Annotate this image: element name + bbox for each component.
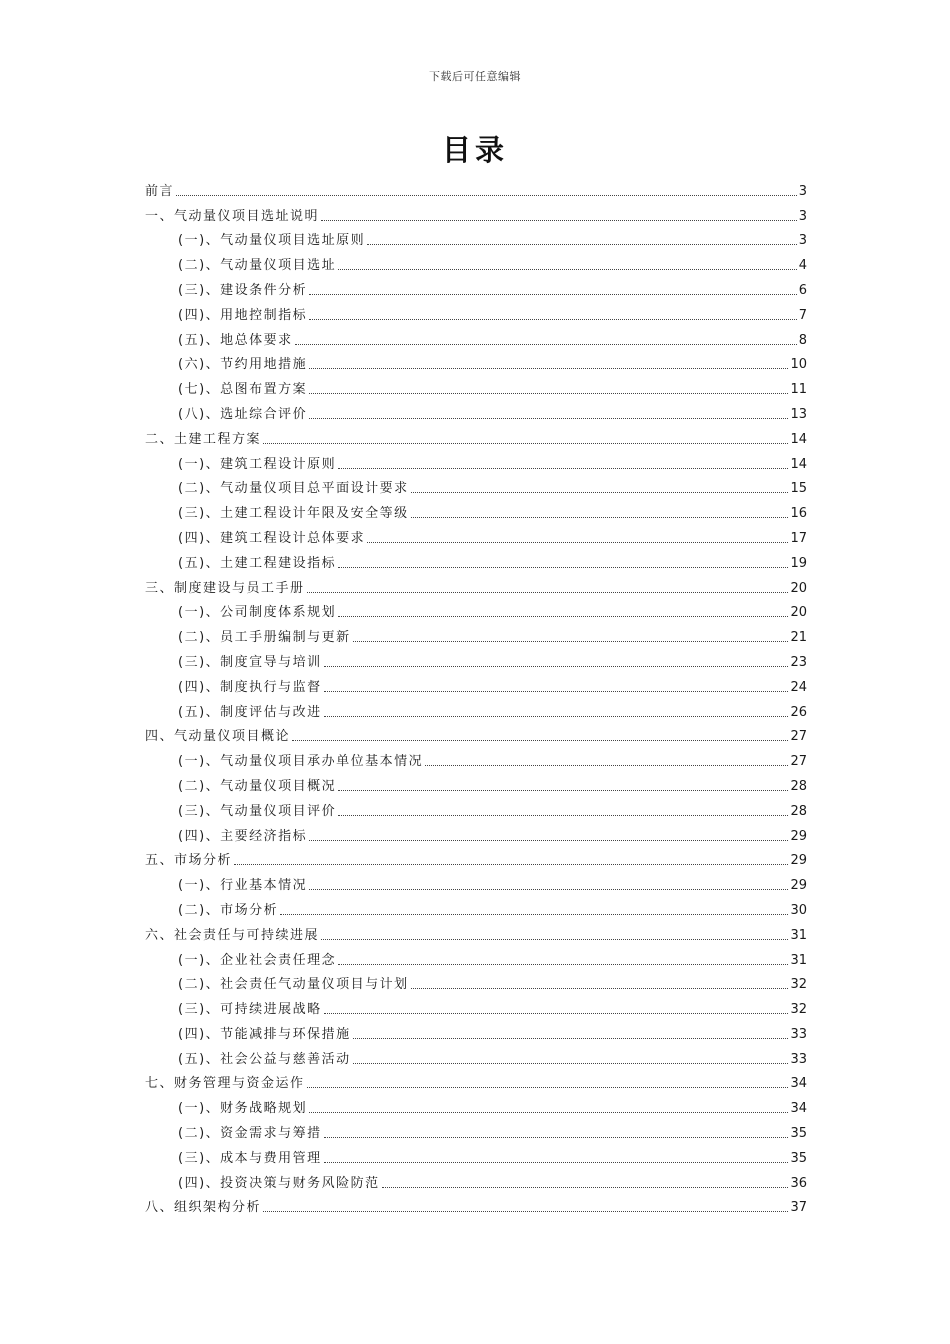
toc-entry-page-number: 6 (798, 282, 807, 298)
toc-entry-label: (一)、气动量仪项目选址原则 (178, 233, 366, 249)
toc-entry-page-number: 29 (790, 878, 807, 894)
toc-entry-page-number: 14 (790, 431, 807, 447)
dot-leader (367, 244, 797, 245)
toc-entry[interactable] (145, 696, 807, 721)
toc-entry-label: 一、气动量仪项目选址说明 (145, 208, 320, 224)
toc-entry-label: (三)、成本与费用管理 (178, 1150, 322, 1166)
toc-entry-page-number: 26 (790, 704, 807, 720)
toc-entry[interactable] (145, 324, 807, 349)
toc-entry-page-number: 33 (790, 1051, 807, 1067)
toc-entry-label: (二)、市场分析 (178, 902, 279, 918)
dot-leader (338, 616, 788, 617)
dot-leader (309, 889, 788, 890)
toc-entry-page-number: 20 (790, 580, 807, 596)
toc-entry[interactable] (145, 448, 807, 473)
dot-leader (309, 319, 797, 320)
toc-entry[interactable] (145, 249, 807, 274)
toc-entry[interactable] (145, 572, 807, 597)
toc-entry-label: (一)、公司制度体系规划 (178, 605, 337, 621)
toc-entry[interactable] (145, 745, 807, 770)
dot-leader (295, 344, 797, 345)
toc-entry-label: (三)、气动量仪项目评价 (178, 803, 337, 819)
toc-entry-page-number: 34 (790, 1101, 807, 1117)
toc-entry-label: 七、财务管理与资金运作 (145, 1076, 305, 1092)
toc-entry-label: (六)、节约用地措施 (178, 357, 308, 373)
dot-leader (321, 939, 788, 940)
toc-entry[interactable] (145, 671, 807, 696)
toc-entry[interactable] (145, 423, 807, 448)
toc-entry-page-number: 10 (790, 357, 807, 373)
dot-leader (324, 1137, 789, 1138)
dot-leader (263, 1211, 788, 1212)
toc-entry[interactable] (145, 1167, 807, 1192)
toc-entry-page-number: 29 (790, 853, 807, 869)
toc-entry[interactable] (145, 225, 807, 250)
dot-leader (309, 1112, 788, 1113)
dot-leader (353, 1038, 789, 1039)
toc-entry-label: (二)、员工手册编制与更新 (178, 630, 351, 646)
dot-leader (338, 815, 788, 816)
toc-entry-label: (七)、总图布置方案 (178, 382, 308, 398)
toc-entry-page-number: 7 (798, 307, 807, 323)
toc-entry[interactable] (145, 770, 807, 795)
toc-entry-page-number: 31 (790, 927, 807, 943)
toc-entry-label: (二)、气动量仪项目选址 (178, 258, 337, 274)
toc-entry-label: (二)、资金需求与筹措 (178, 1126, 322, 1142)
toc-entry[interactable] (145, 200, 807, 225)
dot-leader (324, 1162, 789, 1163)
toc-entry[interactable] (145, 919, 807, 944)
toc-entry[interactable] (145, 349, 807, 374)
toc-entry-page-number: 14 (790, 456, 807, 472)
toc-entry-page-number: 8 (798, 332, 807, 348)
toc-entry-label: (四)、节能减排与环保措施 (178, 1026, 351, 1042)
toc-entry[interactable] (145, 1117, 807, 1142)
toc-entry-label: 前言 (145, 183, 175, 199)
dot-leader (307, 1087, 789, 1088)
toc-entry-page-number: 33 (790, 1026, 807, 1042)
toc-entry[interactable] (145, 646, 807, 671)
toc-entry-label: 三、制度建设与员工手册 (145, 580, 305, 596)
toc-entry[interactable] (145, 721, 807, 746)
dot-leader (338, 567, 788, 568)
dot-leader (234, 864, 788, 865)
toc-entry-page-number: 32 (790, 1002, 807, 1018)
toc-entry[interactable] (145, 299, 807, 324)
toc-entry-page-number: 30 (790, 902, 807, 918)
toc-entry[interactable] (145, 1018, 807, 1043)
toc-entry-label: (四)、主要经济指标 (178, 828, 308, 844)
toc-entry[interactable] (145, 820, 807, 845)
dot-leader (309, 393, 788, 394)
toc-entry-page-number: 28 (790, 803, 807, 819)
toc-entry-label: (一)、财务战略规划 (178, 1101, 308, 1117)
dot-leader (309, 294, 797, 295)
toc-entry-page-number: 29 (790, 828, 807, 844)
dot-leader (309, 368, 788, 369)
toc-entry-label: 八、组织架构分析 (145, 1200, 262, 1216)
toc-entry[interactable] (145, 175, 807, 200)
toc-entry-label: 五、市场分析 (145, 853, 233, 869)
toc-entry-label: (一)、建筑工程设计原则 (178, 456, 337, 472)
toc-entry[interactable] (145, 1192, 807, 1217)
toc-entry-label: 六、社会责任与可持续进展 (145, 927, 320, 943)
dot-leader (338, 269, 797, 270)
toc-entry-label: 二、土建工程方案 (145, 431, 262, 447)
dot-leader (309, 840, 788, 841)
toc-entry-page-number: 19 (790, 555, 807, 571)
dot-leader (263, 443, 788, 444)
toc-entry-label: (五)、制度评估与改进 (178, 704, 322, 720)
toc-entry-label: (五)、土建工程建设指标 (178, 555, 337, 571)
toc-entry-page-number: 31 (790, 952, 807, 968)
toc-entry-label: (二)、社会责任气动量仪项目与计划 (178, 977, 409, 993)
toc-entry-page-number: 35 (790, 1126, 807, 1142)
toc-entry[interactable] (145, 1142, 807, 1167)
page-header: 下载后可任意编辑 (429, 70, 521, 83)
toc-entry[interactable] (145, 597, 807, 622)
toc-entry[interactable] (145, 845, 807, 870)
toc-entry[interactable] (145, 373, 807, 398)
dot-leader (321, 220, 797, 221)
toc-entry-page-number: 37 (790, 1200, 807, 1216)
toc-entry[interactable] (145, 1068, 807, 1093)
toc-entry-page-number: 24 (790, 679, 807, 695)
toc-entry[interactable] (145, 473, 807, 498)
dot-leader (176, 195, 797, 196)
toc-entry-page-number: 4 (798, 258, 807, 274)
dot-leader (411, 517, 789, 518)
toc-entry-page-number: 3 (798, 183, 807, 199)
toc-entry-label: (一)、企业社会责任理念 (178, 952, 337, 968)
toc-entry[interactable] (145, 1092, 807, 1117)
toc-entry-page-number: 20 (790, 605, 807, 621)
dot-leader (367, 542, 788, 543)
toc-entry-label: 四、气动量仪项目概论 (145, 729, 291, 745)
toc-entry[interactable] (145, 1043, 807, 1068)
toc-entry-page-number: 28 (790, 778, 807, 794)
toc-entry-page-number: 3 (798, 208, 807, 224)
toc-entry-page-number: 13 (790, 406, 807, 422)
dot-leader (411, 492, 789, 493)
table-of-contents (145, 175, 807, 1216)
toc-entry-page-number: 23 (790, 654, 807, 670)
dot-leader (309, 418, 788, 419)
toc-entry-page-number: 32 (790, 977, 807, 993)
toc-entry[interactable] (145, 894, 807, 919)
toc-entry[interactable] (145, 547, 807, 572)
dot-leader (324, 666, 789, 667)
toc-entry[interactable] (145, 497, 807, 522)
toc-entry[interactable] (145, 621, 807, 646)
toc-entry[interactable] (145, 869, 807, 894)
toc-entry-label: (三)、可持续进展战略 (178, 1002, 322, 1018)
toc-entry-page-number: 3 (798, 233, 807, 249)
toc-entry-page-number: 34 (790, 1076, 807, 1092)
dot-leader (324, 1013, 789, 1014)
toc-entry-label: (四)、建筑工程设计总体要求 (178, 530, 366, 546)
toc-entry-label: (八)、选址综合评价 (178, 406, 308, 422)
dot-leader (292, 740, 788, 741)
dot-leader (353, 1063, 789, 1064)
toc-entry-label: (五)、地总体要求 (178, 332, 293, 348)
dot-leader (324, 691, 789, 692)
toc-entry-page-number: 27 (790, 729, 807, 745)
toc-entry[interactable] (145, 944, 807, 969)
dot-leader (411, 988, 789, 989)
toc-entry-page-number: 27 (790, 754, 807, 770)
toc-entry-page-number: 21 (790, 630, 807, 646)
dot-leader (307, 592, 789, 593)
toc-entry-label: (三)、土建工程设计年限及安全等级 (178, 506, 409, 522)
toc-entry-label: (二)、气动量仪项目总平面设计要求 (178, 481, 409, 497)
dot-leader (324, 716, 789, 717)
toc-entry-label: (四)、用地控制指标 (178, 307, 308, 323)
dot-leader (425, 765, 788, 766)
toc-entry[interactable] (145, 993, 807, 1018)
toc-entry-label: (一)、行业基本情况 (178, 878, 308, 894)
dot-leader (353, 641, 789, 642)
toc-entry-page-number: 16 (790, 506, 807, 522)
toc-entry-page-number: 36 (790, 1175, 807, 1191)
toc-entry-label: (五)、社会公益与慈善活动 (178, 1051, 351, 1067)
toc-entry-label: (四)、投资决策与财务风险防范 (178, 1175, 380, 1191)
dot-leader (338, 790, 788, 791)
page-title: 目录 (441, 133, 508, 167)
dot-leader (338, 468, 788, 469)
toc-entry[interactable] (145, 522, 807, 547)
toc-entry-label: (三)、建设条件分析 (178, 282, 308, 298)
toc-entry[interactable] (145, 398, 807, 423)
toc-entry-page-number: 15 (790, 481, 807, 497)
toc-entry[interactable] (145, 969, 807, 994)
toc-entry-label: (一)、气动量仪项目承办单位基本情况 (178, 754, 424, 770)
toc-entry-label: (三)、制度宣导与培训 (178, 654, 322, 670)
toc-entry-label: (二)、气动量仪项目概况 (178, 778, 337, 794)
toc-entry-page-number: 17 (790, 530, 807, 546)
toc-entry[interactable] (145, 274, 807, 299)
toc-entry-page-number: 35 (790, 1150, 807, 1166)
dot-leader (280, 914, 788, 915)
dot-leader (338, 964, 788, 965)
dot-leader (382, 1187, 789, 1188)
toc-entry-page-number: 11 (790, 382, 807, 398)
toc-entry[interactable] (145, 795, 807, 820)
toc-entry-label: (四)、制度执行与监督 (178, 679, 322, 695)
